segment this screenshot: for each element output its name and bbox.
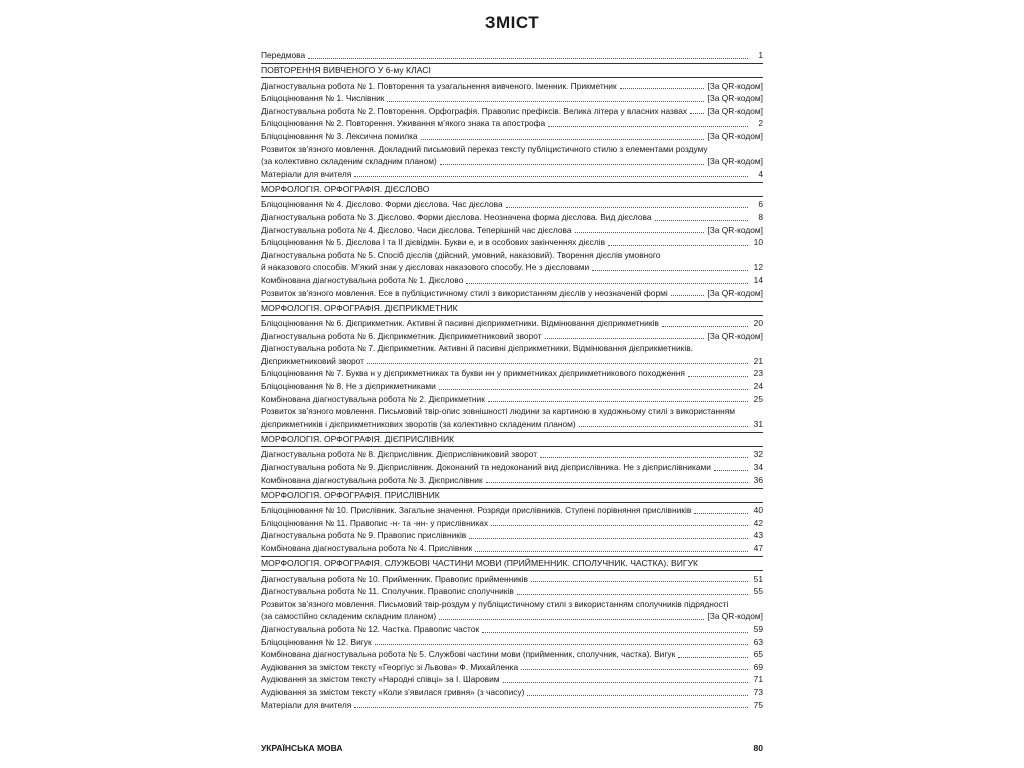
toc-page-ref: 65	[753, 649, 763, 660]
toc-entry-line	[261, 342, 763, 355]
toc-dot-leader	[521, 668, 748, 670]
toc-dot-leader	[475, 550, 748, 552]
toc-entry-title: Бліцоцінювання № 4. Дієслово. Форми дієслова. Час дієслова	[261, 199, 503, 210]
toc-entry	[261, 448, 763, 461]
toc-entry	[261, 80, 763, 93]
toc-page-ref: 42	[753, 517, 763, 528]
toc-entry-title: Бліцоцінювання № 6. Дієприкметник. Активні й пасивні дієприкметники. Відмінювання дієприкметників	[261, 318, 659, 329]
toc-page-ref: 43	[753, 530, 763, 541]
toc-dot-leader	[367, 362, 748, 364]
toc-entry	[261, 287, 763, 300]
toc-entry-line	[261, 598, 763, 611]
toc-entry-title: Розвиток зв’язного мовлення. Письмовий твір-роздум у публіцистичному стилі з використанням сполучників підрядності	[261, 598, 729, 609]
toc-page-ref: [За QR-кодом]	[707, 287, 763, 298]
toc-entry-title: Бліцоцінювання № 11. Правопис -н- та -нн- у прислівниках	[261, 517, 489, 528]
toc-entry-title: Діагностувальна робота № 10. Прийменник. Правопис прийменників	[261, 573, 528, 584]
toc-page-ref: 75	[753, 699, 763, 710]
toc-page-ref: [За QR-кодом]	[707, 611, 763, 622]
toc-entry	[261, 317, 763, 330]
toc-page-ref: 36	[753, 474, 763, 485]
toc-page-ref: [За QR-кодом]	[707, 80, 763, 91]
toc-page-ref: 23	[753, 368, 763, 379]
page-title: ЗМІСТ	[484, 13, 540, 32]
toc-entry-title: (за колективно складеним складним планом)	[261, 156, 437, 167]
toc-dot-leader	[694, 512, 748, 514]
toc-page-ref: [За QR-кодом]	[707, 330, 763, 341]
toc-entry	[261, 504, 763, 517]
toc-section-heading: МОРФОЛОГІЯ. ОРФОГРАФІЯ. ДІЄСЛОВО	[261, 182, 763, 197]
toc-dot-leader	[466, 282, 748, 284]
toc-dot-leader	[439, 388, 748, 390]
toc-dot-leader	[527, 694, 748, 696]
toc-dot-leader	[469, 537, 748, 539]
toc-entry	[261, 380, 763, 393]
toc-dot-leader	[375, 643, 748, 645]
toc-entry-title: Матеріали для вчителя	[261, 168, 352, 179]
toc-dot-leader	[620, 87, 705, 89]
toc-entry	[261, 673, 763, 686]
footer-subject: УКРАЇНСЬКА МОВА	[261, 743, 343, 753]
toc-section-heading: МОРФОЛОГІЯ. ОРФОГРАФІЯ. ПРИСЛІВНИК	[261, 488, 763, 503]
toc-dot-leader	[503, 681, 748, 683]
toc-entry	[261, 542, 763, 555]
toc-dot-leader	[488, 400, 748, 402]
toc-dot-leader	[354, 175, 748, 177]
toc-entry-title: Аудіювання за змістом тексту «Народні співці» за І. Шаровим	[261, 674, 500, 685]
toc-dot-leader	[608, 244, 748, 246]
toc-entry	[261, 636, 763, 649]
toc-entry-title: Діагностувальна робота № 9. Правопис прислівників	[261, 530, 467, 541]
toc-dot-leader	[540, 456, 748, 458]
toc-entry	[261, 330, 763, 343]
toc-entry	[261, 49, 763, 62]
toc-page-ref: 12	[753, 262, 763, 273]
toc-entry-title: Діагностувальна робота № 8. Дієприслівник. Дієприслівниковий зворот	[261, 449, 538, 460]
toc-dot-leader	[506, 206, 748, 208]
toc-page-ref: 6	[758, 199, 763, 210]
toc-entry-title: Діагностувальна робота № 7. Дієприкметник. Активні й пасивні дієприкметники. Відмінювання дієприкметників.	[261, 343, 693, 354]
toc-dot-leader	[440, 163, 705, 165]
toc-entry-title: Бліцоцінювання № 5. Дієслова I та II дієвідмін. Букви е, и в особових закінченнях дієслів	[261, 237, 606, 248]
toc-entry-title: Бліцоцінювання № 10. Прислівник. Загальне значення. Розряди прислівників. Ступені порівняння прислівників	[261, 505, 692, 516]
toc-entry	[261, 418, 763, 431]
toc-dot-leader	[308, 57, 748, 59]
toc-dot-leader	[531, 580, 748, 582]
toc-dot-leader	[662, 325, 748, 327]
toc-dot-leader	[545, 337, 705, 339]
toc-entry	[261, 155, 763, 168]
toc-entry-line	[261, 249, 763, 262]
toc-entry-title: Комбінована діагностувальна робота № 1. Дієслово	[261, 274, 464, 285]
toc-entry-title: Діагностувальна робота № 1. Повторення та узагальнення вивченого. Іменник. Прикметник	[261, 80, 617, 91]
toc-page-ref: [За QR-кодом]	[707, 224, 763, 235]
toc-entry-title: Матеріали для вчителя	[261, 699, 352, 710]
toc-page-ref: [За QR-кодом]	[707, 156, 763, 167]
toc-entry	[261, 274, 763, 287]
toc-page-ref: 31	[753, 418, 763, 429]
toc-entry	[261, 168, 763, 181]
toc-entry-title: Комбінована діагностувальна робота № 4. Прислівник	[261, 543, 473, 553]
toc-entry	[261, 585, 763, 598]
toc-page-ref: 21	[753, 355, 763, 366]
toc-page-ref: 40	[753, 505, 763, 516]
toc-page-ref: 10	[753, 237, 763, 248]
toc-dot-leader	[439, 618, 704, 620]
toc-page-ref: [За QR-кодом]	[707, 130, 763, 141]
toc-section-heading: МОРФОЛОГІЯ. ОРФОГРАФІЯ. ДІЄПРИКМЕТНИК	[261, 301, 763, 316]
toc-page-ref: 71	[753, 674, 763, 685]
toc-entry-title: Діагностувальна робота № 6. Дієприкметник. Дієприкметниковий зворот	[261, 330, 542, 341]
toc-entry-line	[261, 405, 763, 418]
toc-page-ref: 73	[753, 686, 763, 697]
toc-page-ref: 2	[758, 118, 763, 129]
toc-dot-leader	[421, 138, 705, 140]
toc-dot-leader	[671, 294, 705, 296]
toc-entry-title: Діагностувальна робота № 3. Дієслово. Форми дієслова. Неозначена форма дієслова. Вид дієслова	[261, 211, 652, 222]
toc-page-ref: [За QR-кодом]	[707, 93, 763, 104]
toc-page-ref: 32	[753, 449, 763, 460]
toc-entry	[261, 474, 763, 487]
toc-page-ref: 1	[758, 50, 763, 60]
toc-entry-title: Діагностувальна робота № 2. Повторення. Орфографія. Правопис префіксів. Велика літера у власних назвах	[261, 105, 688, 116]
toc-page-ref: 20	[753, 318, 763, 329]
toc-entry	[261, 686, 763, 699]
toc-entry-title: Діагностувальна робота № 11. Сполучник. Правопис сполучників	[261, 586, 514, 597]
toc-entry-title: Комбінована діагностувальна робота № 2. Дієприкметник	[261, 393, 485, 404]
toc-entry-title: Комбінована діагностувальна робота № 3. Дієприслівник	[261, 474, 483, 485]
toc-dot-leader	[690, 112, 704, 114]
toc-dot-leader	[517, 593, 748, 595]
toc-page-ref: 51	[753, 573, 763, 584]
toc-entry	[261, 517, 763, 530]
toc-entry-title: Бліцоцінювання № 2. Повторення. Уживання м’якого знака та апострофа	[261, 118, 546, 129]
toc-dot-leader	[592, 269, 748, 271]
toc-dot-leader	[678, 656, 748, 658]
toc-page-ref: 47	[753, 543, 763, 553]
toc-section-heading: ПОВТОРЕННЯ ВИВЧЕНОГО У 6-му КЛАСІ	[261, 63, 763, 78]
toc-dot-leader	[486, 481, 748, 483]
toc-dot-leader	[579, 425, 748, 427]
toc-entry-title: Розвиток зв’язного мовлення. Докладний письмовий переказ тексту публіцистичного стилю з елементами роздуму	[261, 143, 708, 154]
toc-entry	[261, 236, 763, 249]
toc-entry-title: Бліцоцінювання № 7. Буква н у дієприкметниках та букви нн у прикметниках дієприкметникового походження	[261, 368, 685, 379]
toc-page-ref: [За QR-кодом]	[707, 105, 763, 116]
toc-page-ref: 4	[758, 168, 763, 179]
toc-entry-title: Бліцоцінювання № 3. Лексична помилка	[261, 130, 418, 141]
toc-entry-title: Діагностувальна робота № 5. Спосіб дієслів (дійсний, умовний, наказовий). Творення дієслів умовного	[261, 249, 661, 260]
toc-entry-title: Аудіювання за змістом тексту «Коли з’явилася гривня» (з часопису)	[261, 686, 525, 697]
toc-entry	[261, 224, 763, 237]
toc-page-ref: 63	[753, 636, 763, 647]
toc-dot-leader	[688, 375, 748, 377]
toc-entry-title: Аудіювання за змістом тексту «Георгіус зі Львова» Ф. Михайленка	[261, 661, 519, 672]
toc-entry-title: Діагностувальна робота № 4. Дієслово. Часи дієслова. Теперішній час дієслова	[261, 224, 572, 235]
toc-entry	[261, 699, 763, 712]
toc-entry	[261, 117, 763, 130]
toc-entry-title: Бліцоцінювання № 1. Числівник	[261, 93, 385, 104]
toc-entry	[261, 105, 763, 118]
toc-entry	[261, 355, 763, 368]
toc-dot-leader	[575, 231, 705, 233]
toc-page-ref: 14	[753, 274, 763, 285]
toc-dot-leader	[714, 469, 748, 471]
toc-entry	[261, 92, 763, 105]
toc-entry-line	[261, 143, 763, 156]
table-of-contents	[261, 49, 763, 711]
toc-entry	[261, 661, 763, 674]
toc-dot-leader	[491, 524, 748, 526]
toc-entry	[261, 198, 763, 211]
toc-entry-title: Комбінована діагностувальна робота № 5. Службові частини мови (прийменник, сполучник, частка). Вигук	[261, 649, 676, 660]
toc-page-ref: 69	[753, 661, 763, 672]
toc-dot-leader	[548, 125, 748, 127]
toc-entry-title: Розвиток зв’язного мовлення. Есе в публіцистичному стилі з використанням дієслів у неозначеній формі	[261, 287, 668, 298]
toc-page-ref: 59	[753, 623, 763, 634]
toc-entry-title: дієприкметників і дієприкметникових зворотів (за колективно складеним планом)	[261, 418, 576, 429]
toc-page-ref: 25	[753, 393, 763, 404]
toc-section-heading: МОРФОЛОГІЯ. ОРФОГРАФІЯ. СЛУЖБОВІ ЧАСТИНИ МОВИ (ПРИЙМЕННИК. СПОЛУЧНИК. ЧАСТКА). ВИГУК	[261, 556, 763, 571]
toc-entry-title: Розвиток зв’язного мовлення. Письмовий твір-опис зовнішності людини за картиною в художньому стилі з використанням	[261, 406, 736, 417]
toc-entry	[261, 211, 763, 224]
toc-page-ref: 8	[758, 211, 763, 222]
toc-entry	[261, 261, 763, 274]
toc-dot-leader	[482, 631, 748, 633]
toc-dot-leader	[354, 706, 748, 708]
toc-entry	[261, 367, 763, 380]
toc-entry	[261, 610, 763, 623]
toc-dot-leader	[655, 219, 748, 221]
toc-entry	[261, 623, 763, 636]
toc-entry-title: Бліцоцінювання № 12. Вигук	[261, 636, 372, 647]
toc-entry-title: Бліцоцінювання № 8. Не з дієприкметниками	[261, 381, 436, 392]
toc-entry	[261, 393, 763, 406]
toc-dot-leader	[387, 100, 704, 102]
toc-entry-title: Діагностувальна робота № 9. Дієприслівник. Доконаний та недоконаний вид дієприслівника. Не з дієприслівниками	[261, 462, 711, 473]
toc-entry	[261, 573, 763, 586]
toc-entry-title: й наказового способів. М’який знак у дієсловах наказового способу. Не з дієсловами	[261, 262, 590, 273]
toc-entry	[261, 130, 763, 143]
toc-entry	[261, 461, 763, 474]
footer-page-number: 80	[753, 743, 763, 753]
toc-entry-title: Передмова	[261, 50, 306, 60]
toc-entry	[261, 648, 763, 661]
toc-page-ref: 34	[753, 462, 763, 473]
toc-entry-title: Дієприкметниковий зворот	[261, 355, 364, 366]
toc-section-heading: МОРФОЛОГІЯ. ОРФОГРАФІЯ. ДІЄПРИСЛІВНИК	[261, 432, 763, 447]
toc-entry	[261, 529, 763, 542]
toc-entry-title: Діагностувальна робота № 12. Частка. Правопис часток	[261, 623, 480, 634]
toc-entry-title: (за самостійно складеним складним планом)	[261, 611, 437, 622]
toc-page-ref: 24	[753, 381, 763, 392]
toc-page-ref: 55	[753, 586, 763, 597]
